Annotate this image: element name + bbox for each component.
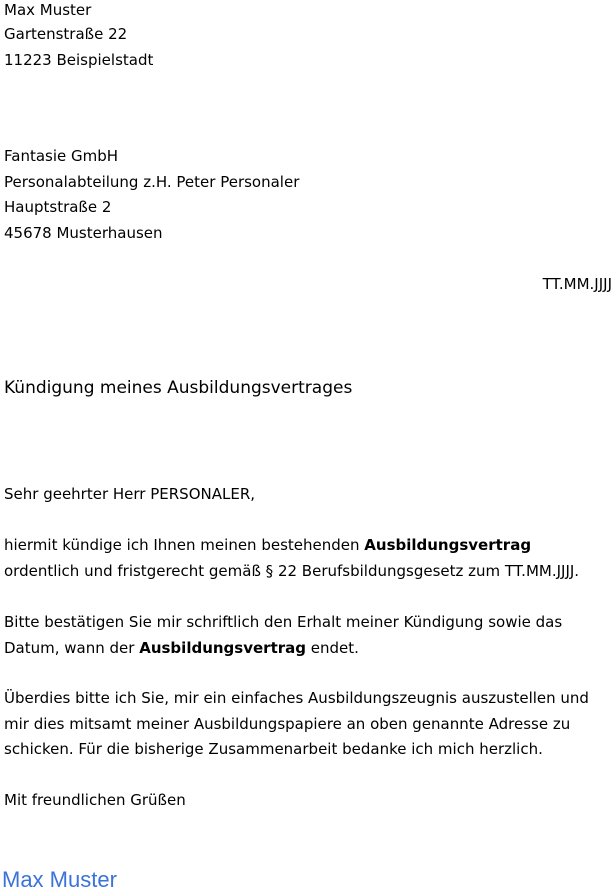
paragraph-termination-bold: Ausbildungsvertrag <box>364 536 532 554</box>
recipient-department: Personalabteilung z.H. Peter Personaler <box>4 173 300 191</box>
closing: Mit freundlichen Grüßen <box>4 791 186 809</box>
salutation: Sehr geehrter Herr PERSONALER, <box>4 485 256 503</box>
signature: Max Muster <box>2 867 117 892</box>
recipient-street: Hauptstraße 2 <box>4 198 112 216</box>
paragraph-confirmation <box>4 610 604 661</box>
paragraph-confirmation-text-1: Bitte bestätigen Sie mir schriftlich den Erhalt meiner Kündigung sowie das Datum, wann der <box>4 613 563 657</box>
paragraph-confirmation-text-2: endet. <box>306 638 359 657</box>
recipient-city: 45678 Musterhausen <box>4 224 163 242</box>
paragraph-termination <box>4 533 604 584</box>
sender-name: Max Muster <box>4 1 92 19</box>
sender-city: 11223 Beispielstadt <box>4 51 154 69</box>
paragraph-certificate: Überdies bitte ich Sie, mir ein einfaches Ausbildungszeugnis auszustellen und mir dies mitsamt meiner Ausbildungspapiere an oben genannte Adresse zu schicken. Für die bisherige Zusammenarbeit bedanke ich mich herzlich. <box>4 689 589 758</box>
paragraph-termination-text-1: hiermit kündige ich Ihnen meinen bestehenden <box>4 536 365 554</box>
letter-subject: Kündigung meines Ausbildungsvertrages <box>4 378 353 398</box>
letter-date: TT.MM.JJJJ <box>542 275 612 293</box>
recipient-company: Fantasie GmbH <box>4 147 119 165</box>
paragraph-confirmation-bold: Ausbildungsvertrag <box>139 638 306 657</box>
sender-street: Gartenstraße 22 <box>4 25 128 43</box>
paragraph-termination-text-2: ordentlich und fristgerecht gemäß § 22 Berufsbildungsgesetz zum TT.MM.JJJJ. <box>4 561 580 580</box>
